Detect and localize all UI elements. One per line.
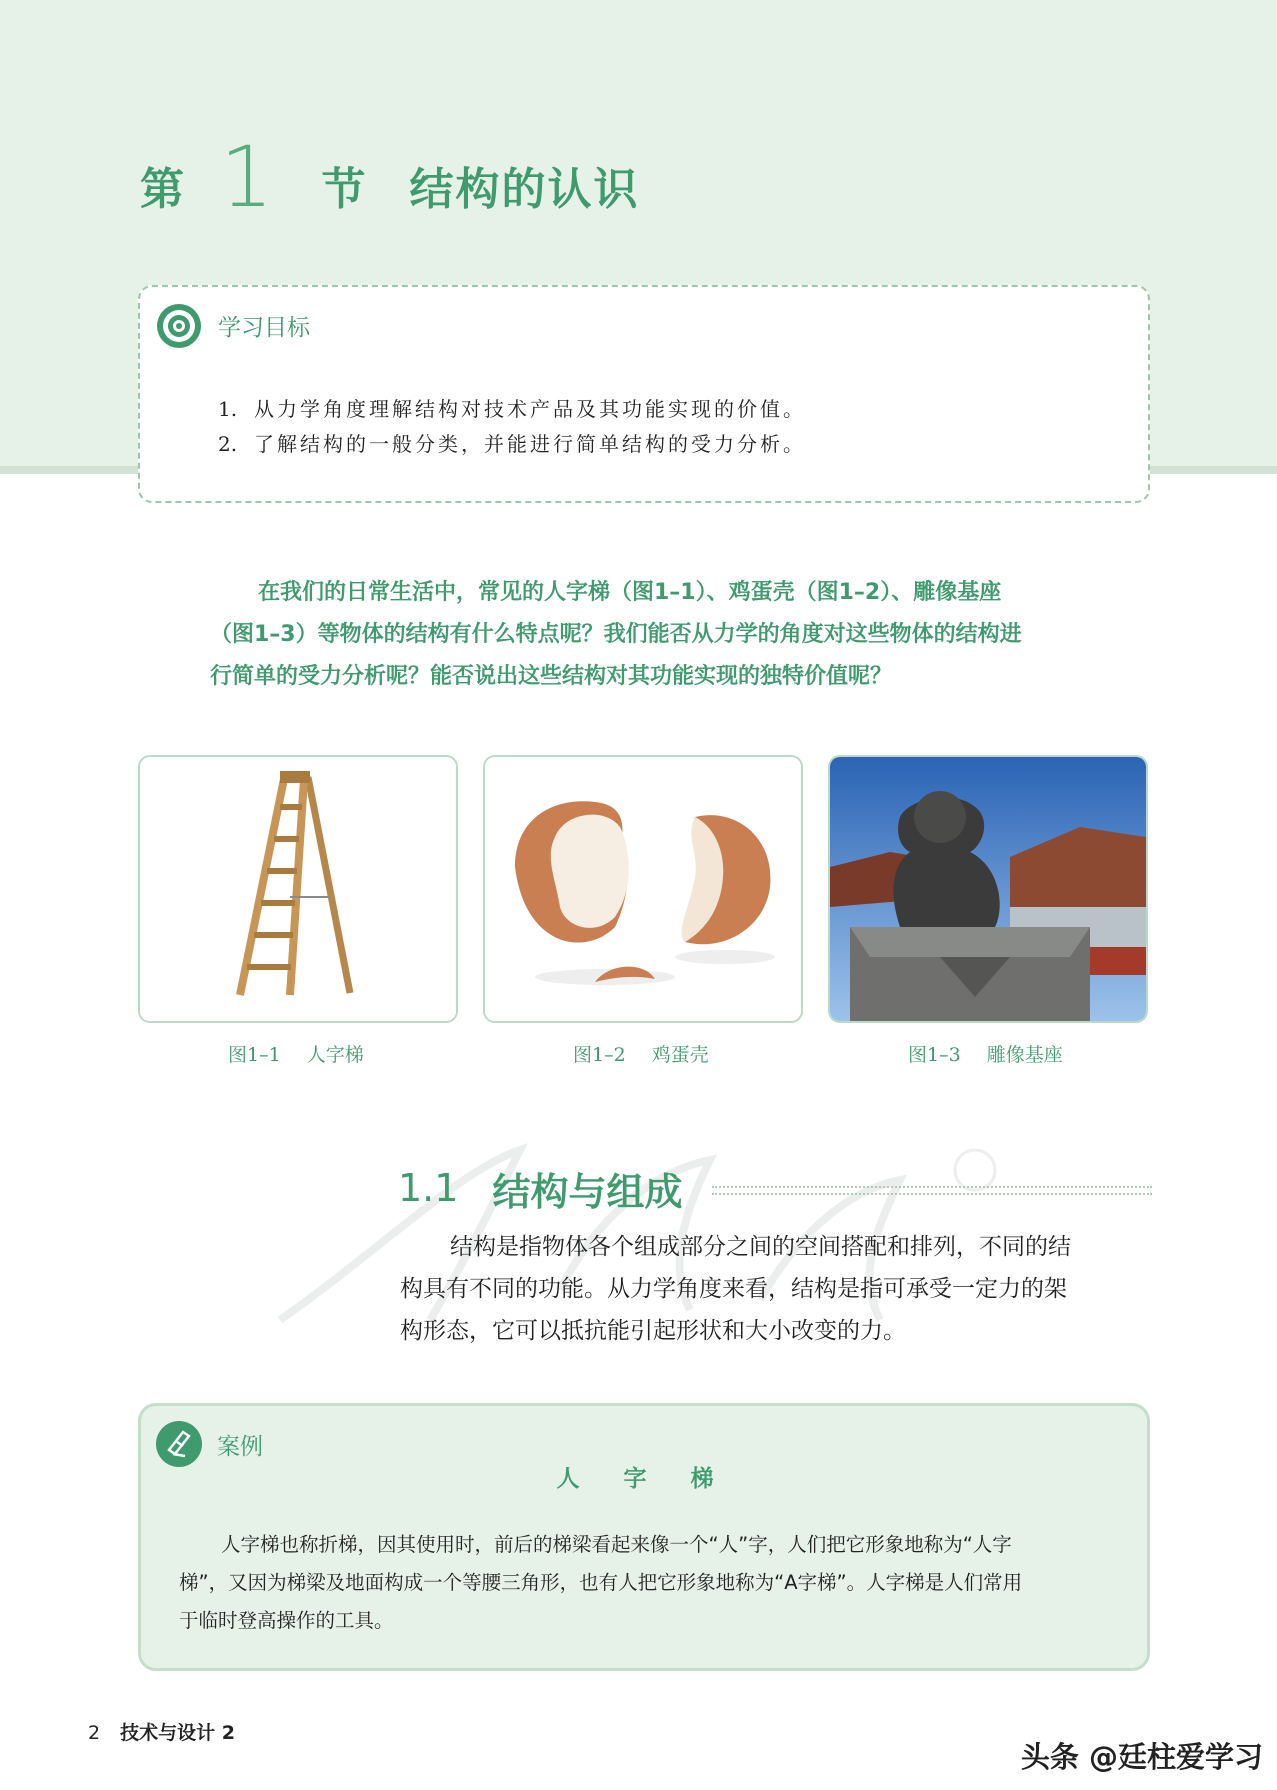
intro-paragraph: 在我们的日常生活中，常见的人字梯（图1–1）、鸡蛋壳（图1–2）、雕像基座 （图1–3）等物体的结构有什么特点呢？我们能否从力学的角度对这些物体的结构进 行简单的受力分析呢？能否说出这些结构对其功能实现的独特价值呢？ xyxy=(210,580,1022,689)
chapter-suffix: 节 xyxy=(321,164,366,215)
learning-goals-list xyxy=(218,392,806,462)
book-title: 技术与设计 2 xyxy=(120,1722,235,1744)
chapter-title: 结构的认识 xyxy=(409,164,640,215)
figure-caption: 图1–3 雕像基座 xyxy=(908,1044,1063,1066)
chapter-heading xyxy=(140,128,640,230)
list-item: 1. 从力学角度理解结构对技术产品及其功能实现的价值。 xyxy=(218,397,806,421)
case-title: 人 字 梯 xyxy=(556,1466,732,1492)
figure-statue-base xyxy=(828,755,1148,1023)
figure-caption: 图1–2 鸡蛋壳 xyxy=(573,1044,709,1066)
figure-eggshell xyxy=(483,755,803,1023)
page-footer xyxy=(88,1718,235,1745)
page-number: 2 xyxy=(88,1722,101,1744)
list-item: 2. 了解结构的一般分类，并能进行简单结构的受力分析。 xyxy=(218,432,806,456)
eggshell-image xyxy=(485,757,801,1021)
section-heading xyxy=(398,1160,682,1216)
chapter-prefix: 第 xyxy=(140,164,184,215)
figure-ladder xyxy=(138,755,458,1023)
source-watermark: 头条 @廷柱爱学习 xyxy=(1020,1740,1263,1774)
case-label: 案例 xyxy=(217,1434,263,1460)
section-number: 1.1 xyxy=(398,1166,459,1210)
section-title: 结构与组成 xyxy=(492,1169,683,1214)
section-paragraph: 结构是指物体各个组成部分之间的空间搭配和排列，不同的结 构具有不同的功能。从力学角度来看，结构是指可承受一定力的架 构形态，它可以抵抗能引起形状和大小改变的力。 xyxy=(400,1234,1071,1344)
section-rule xyxy=(712,1186,1152,1195)
figure-caption: 图1–1 人字梯 xyxy=(228,1044,364,1066)
ladder-image xyxy=(140,757,456,1021)
statue-base-image xyxy=(830,757,1146,1021)
learning-goals-box xyxy=(138,285,1150,503)
learning-goals-label: 学习目标 xyxy=(218,315,310,341)
case-text: 人字梯也称折梯，因其使用时，前后的梯梁看起来像一个“人”字，人们把它形象地称为“人字 梯”，又因为梯梁及地面构成一个等腰三角形，也有人把它形象地称为“A字梯”。人字梯是人们常用 于临时登高操作的工具。 xyxy=(179,1533,1023,1632)
target-icon xyxy=(156,303,202,349)
chapter-number: 1 xyxy=(220,128,274,226)
case-box xyxy=(138,1403,1150,1671)
